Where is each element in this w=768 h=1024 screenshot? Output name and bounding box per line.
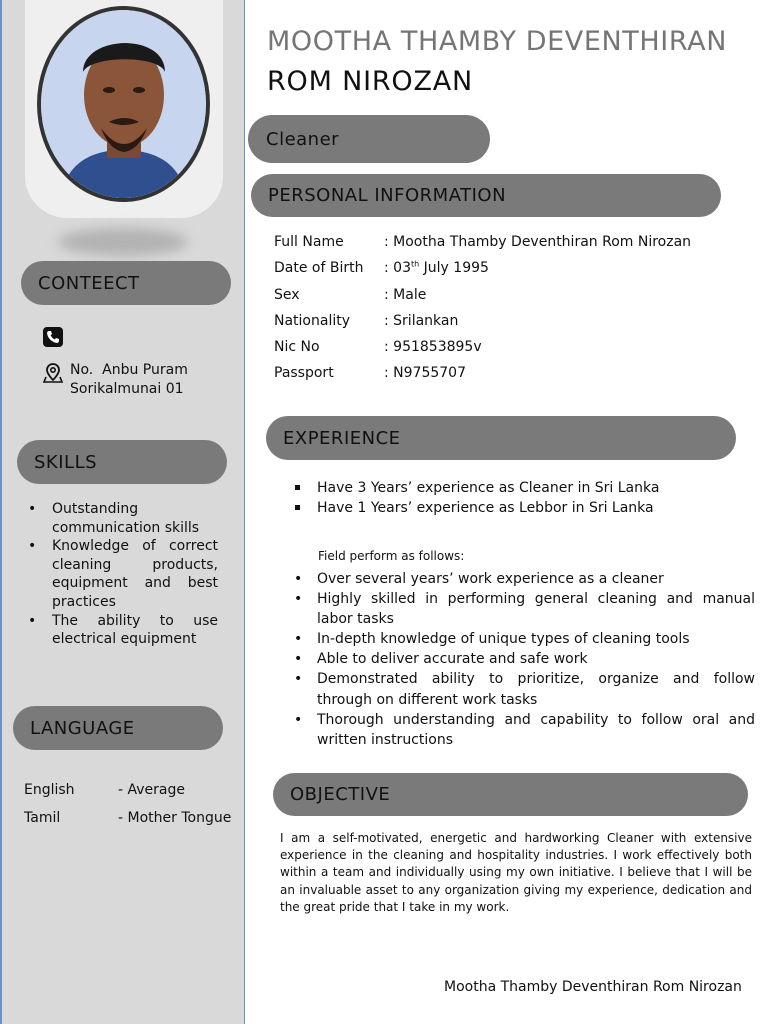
info-row — [274, 339, 691, 365]
name-line-1: MOOTHA THAMBY DEVENTHIRAN — [267, 26, 727, 57]
experience-heading — [266, 416, 736, 460]
info-label: Nic No — [274, 339, 320, 356]
dob-day: : 03 — [384, 260, 411, 277]
info-row — [274, 313, 691, 339]
info-value: : Srilankan — [384, 312, 459, 329]
location-pin-icon — [42, 362, 64, 388]
skills-heading — [17, 440, 227, 484]
info-row — [274, 260, 691, 286]
personal-info-heading-label: PERSONAL INFORMATION — [268, 185, 507, 206]
info-row — [274, 287, 691, 313]
profile-photo — [37, 6, 210, 202]
list-item: • Thorough understanding and capability to follow oral and written instructions — [293, 710, 755, 750]
field-intro: Field perform as follows: — [318, 549, 465, 563]
info-value: : 951853895v — [384, 339, 482, 356]
sidebar — [0, 0, 245, 1024]
contact-heading-label: CONTEECT — [38, 272, 140, 294]
dob-month-year: July 1995 — [419, 260, 489, 277]
duties-list — [293, 569, 755, 750]
skills-list — [24, 500, 218, 649]
objective-text: I am a self-motivated, energetic and hardworking Cleaner with extensive experience in the cleaning and hospitality industries. I work effectively both within a team and individually using my own initiative. I believe that I will be an invaluable asset to any organization giving my experience, dedication and the great pride that I take in my work. — [280, 831, 752, 914]
address-line-2: Sorikalmunai 01 — [70, 381, 184, 397]
info-label: Passport — [274, 365, 334, 382]
address — [70, 361, 188, 399]
info-value: : N9755707 — [384, 365, 466, 382]
list-item: • Demonstrated ability to prioritize, organize and follow through on different work tasks — [293, 669, 755, 709]
objective-heading — [273, 773, 748, 816]
objective-heading-label: OBJECTIVE — [290, 784, 391, 805]
contact-heading — [21, 261, 231, 305]
info-label: Sex — [274, 286, 300, 303]
info-label: Full Name — [274, 234, 344, 250]
dob-suffix: th — [410, 259, 420, 269]
info-value: : Mootha Thamby Deventhiran Rom Nirozan — [384, 234, 692, 250]
phone-icon[interactable] — [42, 326, 64, 352]
list-item: • The ability to use electrical equipment — [24, 612, 218, 649]
role-badge — [248, 115, 490, 163]
info-row — [274, 365, 691, 391]
language-heading-label: LANGUAGE — [30, 717, 135, 739]
language-heading — [13, 706, 223, 750]
list-item: • Highly skilled in performing general cleaning and manual labor tasks — [293, 589, 755, 629]
list-item: Have 3 Years’ experience as Cleaner in Sri Lanka — [295, 478, 659, 498]
info-value: : Male — [384, 286, 427, 303]
info-value — [384, 260, 489, 286]
name-line-2: ROM NIROZAN — [267, 66, 474, 97]
language-level: - Mother Tongue — [118, 810, 232, 826]
personal-info-table — [274, 234, 691, 392]
info-row — [274, 234, 691, 260]
language-row — [24, 810, 231, 826]
list-item: • In-depth knowledge of unique types of cleaning tools — [293, 629, 755, 649]
list-item: • Able to deliver accurate and safe work — [293, 649, 755, 669]
list-item: Have 1 Years’ experience as Lebbor in Sri Lanka — [295, 498, 659, 518]
experience-summary-list — [295, 478, 659, 518]
list-item: • Over several years’ work experience as a cleaner — [293, 569, 755, 589]
personal-info-heading — [251, 174, 721, 217]
photo-shadow — [58, 228, 188, 256]
language-name: English — [24, 782, 75, 798]
language-level: - Average — [118, 782, 185, 798]
language-row — [24, 782, 185, 798]
role-label: Cleaner — [266, 128, 340, 150]
list-item: • Outstanding communication skills — [24, 500, 218, 537]
address-line-1: No. Anbu Puram — [70, 362, 188, 378]
experience-heading-label: EXPERIENCE — [283, 427, 401, 449]
list-item: • Knowledge of correct cleaning products, equipment and best practices — [24, 537, 218, 611]
skills-heading-label: SKILLS — [34, 451, 98, 473]
signature: Mootha Thamby Deventhiran Rom Nirozan — [444, 979, 742, 995]
person-portrait-icon — [41, 10, 206, 198]
language-name: Tamil — [24, 810, 61, 826]
info-label: Nationality — [274, 312, 351, 329]
info-label: Date of Birth — [274, 260, 364, 277]
